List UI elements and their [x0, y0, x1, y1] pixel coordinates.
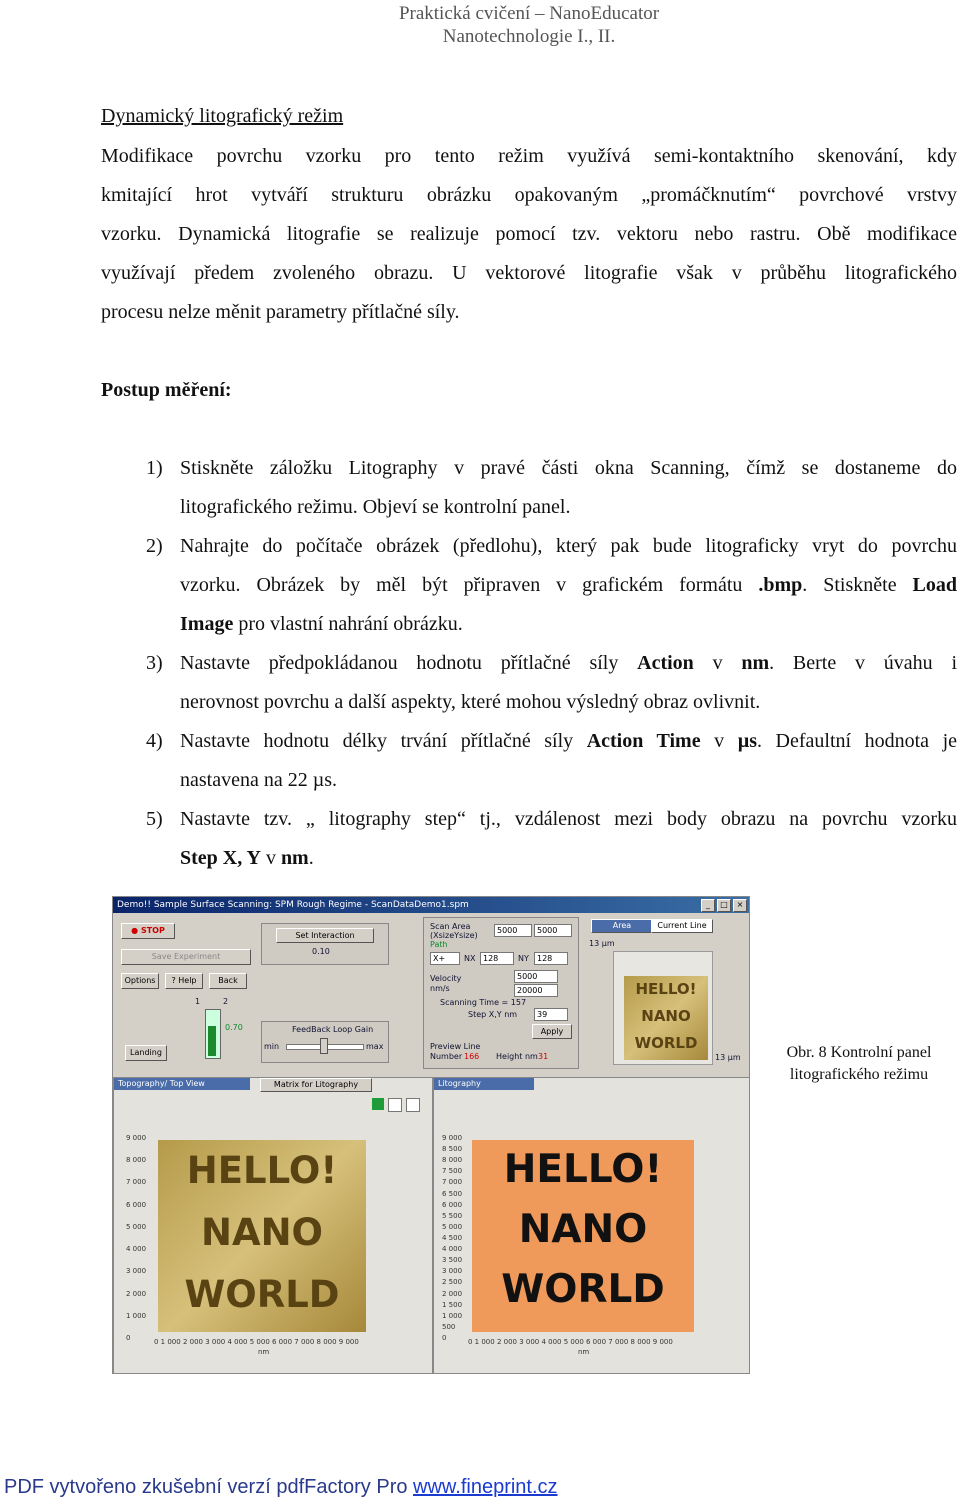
velocity-forward-input[interactable]: 5000: [514, 970, 558, 983]
close-icon[interactable]: ×: [733, 899, 747, 912]
list-line: Nahrajte do počítače obrázek (předlohu), který pak bude litograficky vryt do povrchu: [180, 535, 957, 557]
window-titlebar: [113, 897, 749, 913]
pencil-icon[interactable]: [388, 1098, 402, 1112]
footer-text: PDF vytvořeno zkušební verzí pdfFactory Pro: [4, 1476, 414, 1498]
caption-line-1: Obr. 8 Kontrolní panel: [786, 1044, 932, 1061]
bold-run: Image: [180, 613, 234, 635]
stop-label: STOP: [140, 926, 165, 935]
lithography-window: [433, 1077, 750, 1374]
y-tick-label: 3 500: [442, 1256, 463, 1265]
y-tick-label: 500: [442, 1322, 456, 1331]
direction-select[interactable]: X+: [430, 952, 460, 965]
list-line: [180, 566, 957, 605]
minimize-icon[interactable]: _: [701, 899, 715, 912]
meter-label-1: 1: [195, 997, 201, 1006]
height-label: Height nm: [496, 1052, 538, 1061]
list-line: Nastavte tzv. „ litography step“ tj., vzdálenost mezi body obrazu na povrchu vzorku: [180, 808, 957, 830]
list-item: [146, 449, 957, 527]
y-tick-label: 8 000: [126, 1156, 147, 1165]
area-x-input[interactable]: 5000: [494, 924, 532, 937]
window-title: Demo!! Sample Surface Scanning: SPM Rough Regime - ScanDataDemo1.spm: [117, 900, 469, 910]
window-controls: [701, 899, 747, 912]
list-line: [180, 644, 957, 683]
area-preview: [613, 951, 713, 1065]
header-line-2: Nanotechnologie I., II.: [442, 26, 616, 47]
procedure-list: [146, 449, 957, 878]
y-tick-label: 3 000: [126, 1267, 147, 1276]
tab-topography[interactable]: Topography/ Top View: [114, 1078, 250, 1090]
save-experiment-button[interactable]: Save Experiment: [121, 949, 251, 965]
page-header: [0, 2, 960, 48]
list-line: [180, 722, 957, 761]
scan-path-label: Path: [430, 940, 448, 949]
y-tick-label: 4 000: [126, 1245, 147, 1254]
y-tick-label: 3 000: [442, 1267, 463, 1276]
meter-label-2: 2: [223, 997, 229, 1006]
maximize-icon[interactable]: □: [717, 899, 731, 912]
lithography-matrix-image: [472, 1140, 694, 1332]
image-word: HELLO!: [635, 980, 697, 998]
paragraph-line: využívají předem zvoleného obrazu. U vektorové litografie však v průběhu litografického: [101, 262, 957, 284]
y-tick-label: 6 000: [126, 1200, 147, 1209]
velocity-unit: nm/s: [430, 984, 450, 993]
paragraph-line: kmitající hrot vytváří strukturu obrázku opakovaným „promáčknutím“ povrchové vrstvy: [101, 184, 957, 206]
text-run: v: [260, 847, 281, 869]
list-number: 2): [146, 535, 163, 557]
list-item: [146, 722, 957, 800]
height-value: 31: [538, 1052, 549, 1061]
nx-label: NX: [464, 954, 476, 963]
save-icon[interactable]: [372, 1098, 384, 1110]
y-tick-label: 5 500: [442, 1211, 463, 1220]
text-run: pro vlastní nahrání obrázku.: [233, 613, 463, 635]
step-xy-label: Step X,Y nm: [468, 1010, 518, 1019]
list-line: litografického režimu. Objeví se kontrolní panel.: [180, 496, 571, 518]
step-input[interactable]: 39: [534, 1008, 568, 1021]
y-tick-label: 7 000: [126, 1178, 147, 1187]
bold-run: Action Time: [586, 730, 701, 752]
header-line-1: Praktická cvičení – NanoEducator: [398, 3, 660, 24]
eraser-icon[interactable]: [406, 1098, 420, 1112]
set-interaction-button[interactable]: Set Interaction: [276, 928, 374, 943]
y-tick-label: 6 500: [442, 1189, 463, 1198]
text-run: Nastavte hodnotu délky trvání přítlačné síly: [180, 730, 587, 752]
ny-input[interactable]: 128: [534, 952, 568, 965]
meter-fill: [208, 1026, 216, 1056]
area-preview-image: [624, 976, 708, 1060]
list-line: nastavena na 22 µs.: [180, 769, 338, 791]
feedback-max-label: max: [366, 1042, 384, 1051]
bold-run: nm: [280, 847, 309, 869]
help-button[interactable]: ? Help: [165, 973, 203, 989]
image-word: HELLO!: [503, 1147, 663, 1192]
list-number: 5): [146, 808, 163, 830]
y-tick-label: 1 000: [126, 1311, 147, 1320]
preview-line-label: Preview Line: [430, 1042, 481, 1051]
text-run: . Defaultní hodnota je: [757, 730, 958, 752]
list-line: [180, 605, 957, 644]
area-y-input[interactable]: 5000: [534, 924, 572, 937]
list-item: [146, 527, 957, 644]
y-tick-label: 5 000: [126, 1222, 147, 1231]
y-tick-label: 1 500: [442, 1300, 463, 1309]
intro-paragraph: [101, 137, 957, 332]
back-button[interactable]: Back: [209, 973, 247, 989]
paragraph-line: procesu nelze měnit parametry přítlačné síly.: [101, 301, 460, 323]
y-tick-label: 4 000: [442, 1245, 463, 1254]
slider-thumb[interactable]: [320, 1038, 328, 1054]
text-run: vzorku. Obrázek by měl být připraven v grafickém formátu: [180, 574, 759, 596]
paragraph-line: Modifikace povrchu vzorku pro tento režim využívá semi-kontaktního skenování, kdy: [101, 145, 957, 167]
y-tick-label: 9 000: [442, 1134, 463, 1142]
procedure-title: Postup měření:: [101, 379, 232, 401]
text-run: . Stiskněte: [802, 574, 913, 596]
caption-line-2: litografického režimu: [789, 1066, 929, 1083]
y-tick-label: 1 000: [442, 1311, 463, 1320]
tab-current-line[interactable]: Current Line: [651, 919, 713, 933]
bold-run: Action: [637, 652, 694, 674]
text-run: . Berte v úvahu i: [769, 652, 958, 674]
apply-button[interactable]: Apply: [532, 1024, 572, 1039]
y-tick-label: 5 000: [442, 1222, 463, 1231]
velocity-label: Velocity: [430, 974, 462, 983]
y-tick-label: 2 500: [442, 1278, 463, 1287]
options-button[interactable]: Options: [121, 973, 159, 989]
feedback-gain-label: FeedBack Loop Gain: [292, 1025, 374, 1034]
paragraph-line: vzorku. Dynamická litografie se realizuje pomocí tzv. vektoru nebo rastru. Obě modifikace: [101, 223, 957, 245]
text-run: v: [693, 652, 742, 674]
right-x-axis: 0 1 000 2 000 3 000 4 000 5 000 6 000 7 000 8 000 9 000: [468, 1338, 673, 1346]
help-label: Help: [178, 976, 197, 985]
image-word: NANO: [200, 1211, 324, 1254]
tab-matrix[interactable]: Matrix for Litography: [260, 1078, 372, 1092]
y-tick-label: 2 000: [442, 1289, 463, 1298]
topography-image: [158, 1140, 366, 1332]
line-number-label: Number: [430, 1052, 463, 1061]
image-word: WORLD: [501, 1267, 665, 1312]
scan-area-sub-label: (XsizeYsize): [430, 931, 478, 940]
left-axis-unit: nm: [258, 1348, 270, 1356]
velocity-back-input[interactable]: 20000: [514, 984, 558, 997]
list-line: Stiskněte záložku Litography v pravé části okna Scanning, čímž se dostaneme do: [180, 457, 957, 479]
image-word: NANO: [641, 1007, 691, 1025]
interaction-meter: [205, 1009, 221, 1059]
bold-run: .bmp: [758, 574, 803, 596]
text-run: Nastavte předpokládanou hodnotu přítlačné síly: [180, 652, 638, 674]
image-word: NANO: [518, 1207, 648, 1252]
image-word: WORLD: [184, 1273, 340, 1316]
y-tick-label: 7 500: [442, 1167, 463, 1176]
bold-run: µs: [737, 730, 757, 752]
list-number: 1): [146, 457, 163, 479]
y-tick-label: 0: [442, 1334, 447, 1342]
control-panel-screenshot: [112, 896, 750, 1374]
stop-button[interactable]: ● STOP: [121, 923, 175, 939]
pdf-footer: [4, 1476, 558, 1499]
y-tick-label: 8 500: [442, 1145, 463, 1154]
ny-label: NY: [518, 954, 529, 963]
tab-lithography[interactable]: Litography: [434, 1078, 534, 1090]
bold-run: nm: [741, 652, 770, 674]
scan-settings-panel: [423, 917, 579, 1069]
meter-value: 0.70: [225, 1023, 243, 1032]
image-word: HELLO!: [186, 1149, 338, 1192]
scan-area-label: Scan Area: [430, 922, 471, 931]
set-interaction-value: 0.10: [312, 947, 330, 956]
y-tick-label: 2 000: [126, 1289, 147, 1298]
y-tick-label: 8 000: [442, 1156, 463, 1165]
list-line: nerovnost povrchu a další aspekty, které mohou výsledný obraz ovlivnit.: [180, 691, 761, 713]
footer-link[interactable]: www.fineprint.cz: [413, 1476, 558, 1498]
tab-area[interactable]: Area: [591, 919, 653, 933]
left-x-axis: 0 1 000 2 000 3 000 4 000 5 000 6 000 7 000 8 000 9 000: [154, 1338, 359, 1346]
bold-run: Load: [912, 574, 957, 596]
line-number-value: 166: [464, 1052, 480, 1061]
y-tick-label: 4 500: [442, 1234, 463, 1242]
feedback-min-label: min: [264, 1042, 280, 1051]
set-interaction-panel: [261, 923, 389, 965]
figure-caption: [764, 1042, 954, 1086]
section-title: Dynamický litografický režim: [101, 105, 344, 127]
scale-top: 13 µm: [589, 939, 615, 948]
text-run: v: [700, 730, 738, 752]
image-word: WORLD: [634, 1034, 698, 1052]
right-axis-unit: nm: [578, 1348, 590, 1356]
scale-bottom: 13 µm: [715, 1053, 741, 1062]
nx-input[interactable]: 128: [480, 952, 514, 965]
list-line: [180, 839, 957, 878]
y-tick-label: 0: [126, 1334, 131, 1342]
list-number: 3): [146, 652, 163, 674]
scanning-time: Scanning Time = 157: [440, 998, 527, 1007]
y-tick-label: 6 000: [442, 1200, 463, 1209]
y-tick-label: 7 000: [442, 1178, 463, 1187]
landing-button[interactable]: Landing: [125, 1045, 167, 1061]
bold-run: Step X, Y: [180, 847, 261, 869]
text-run: .: [308, 847, 314, 869]
list-item: [146, 800, 957, 878]
feedback-gain-panel: [261, 1021, 389, 1063]
list-item: [146, 644, 957, 722]
list-number: 4): [146, 730, 163, 752]
topography-window: [113, 1077, 433, 1374]
y-tick-label: 9 000: [126, 1134, 147, 1142]
